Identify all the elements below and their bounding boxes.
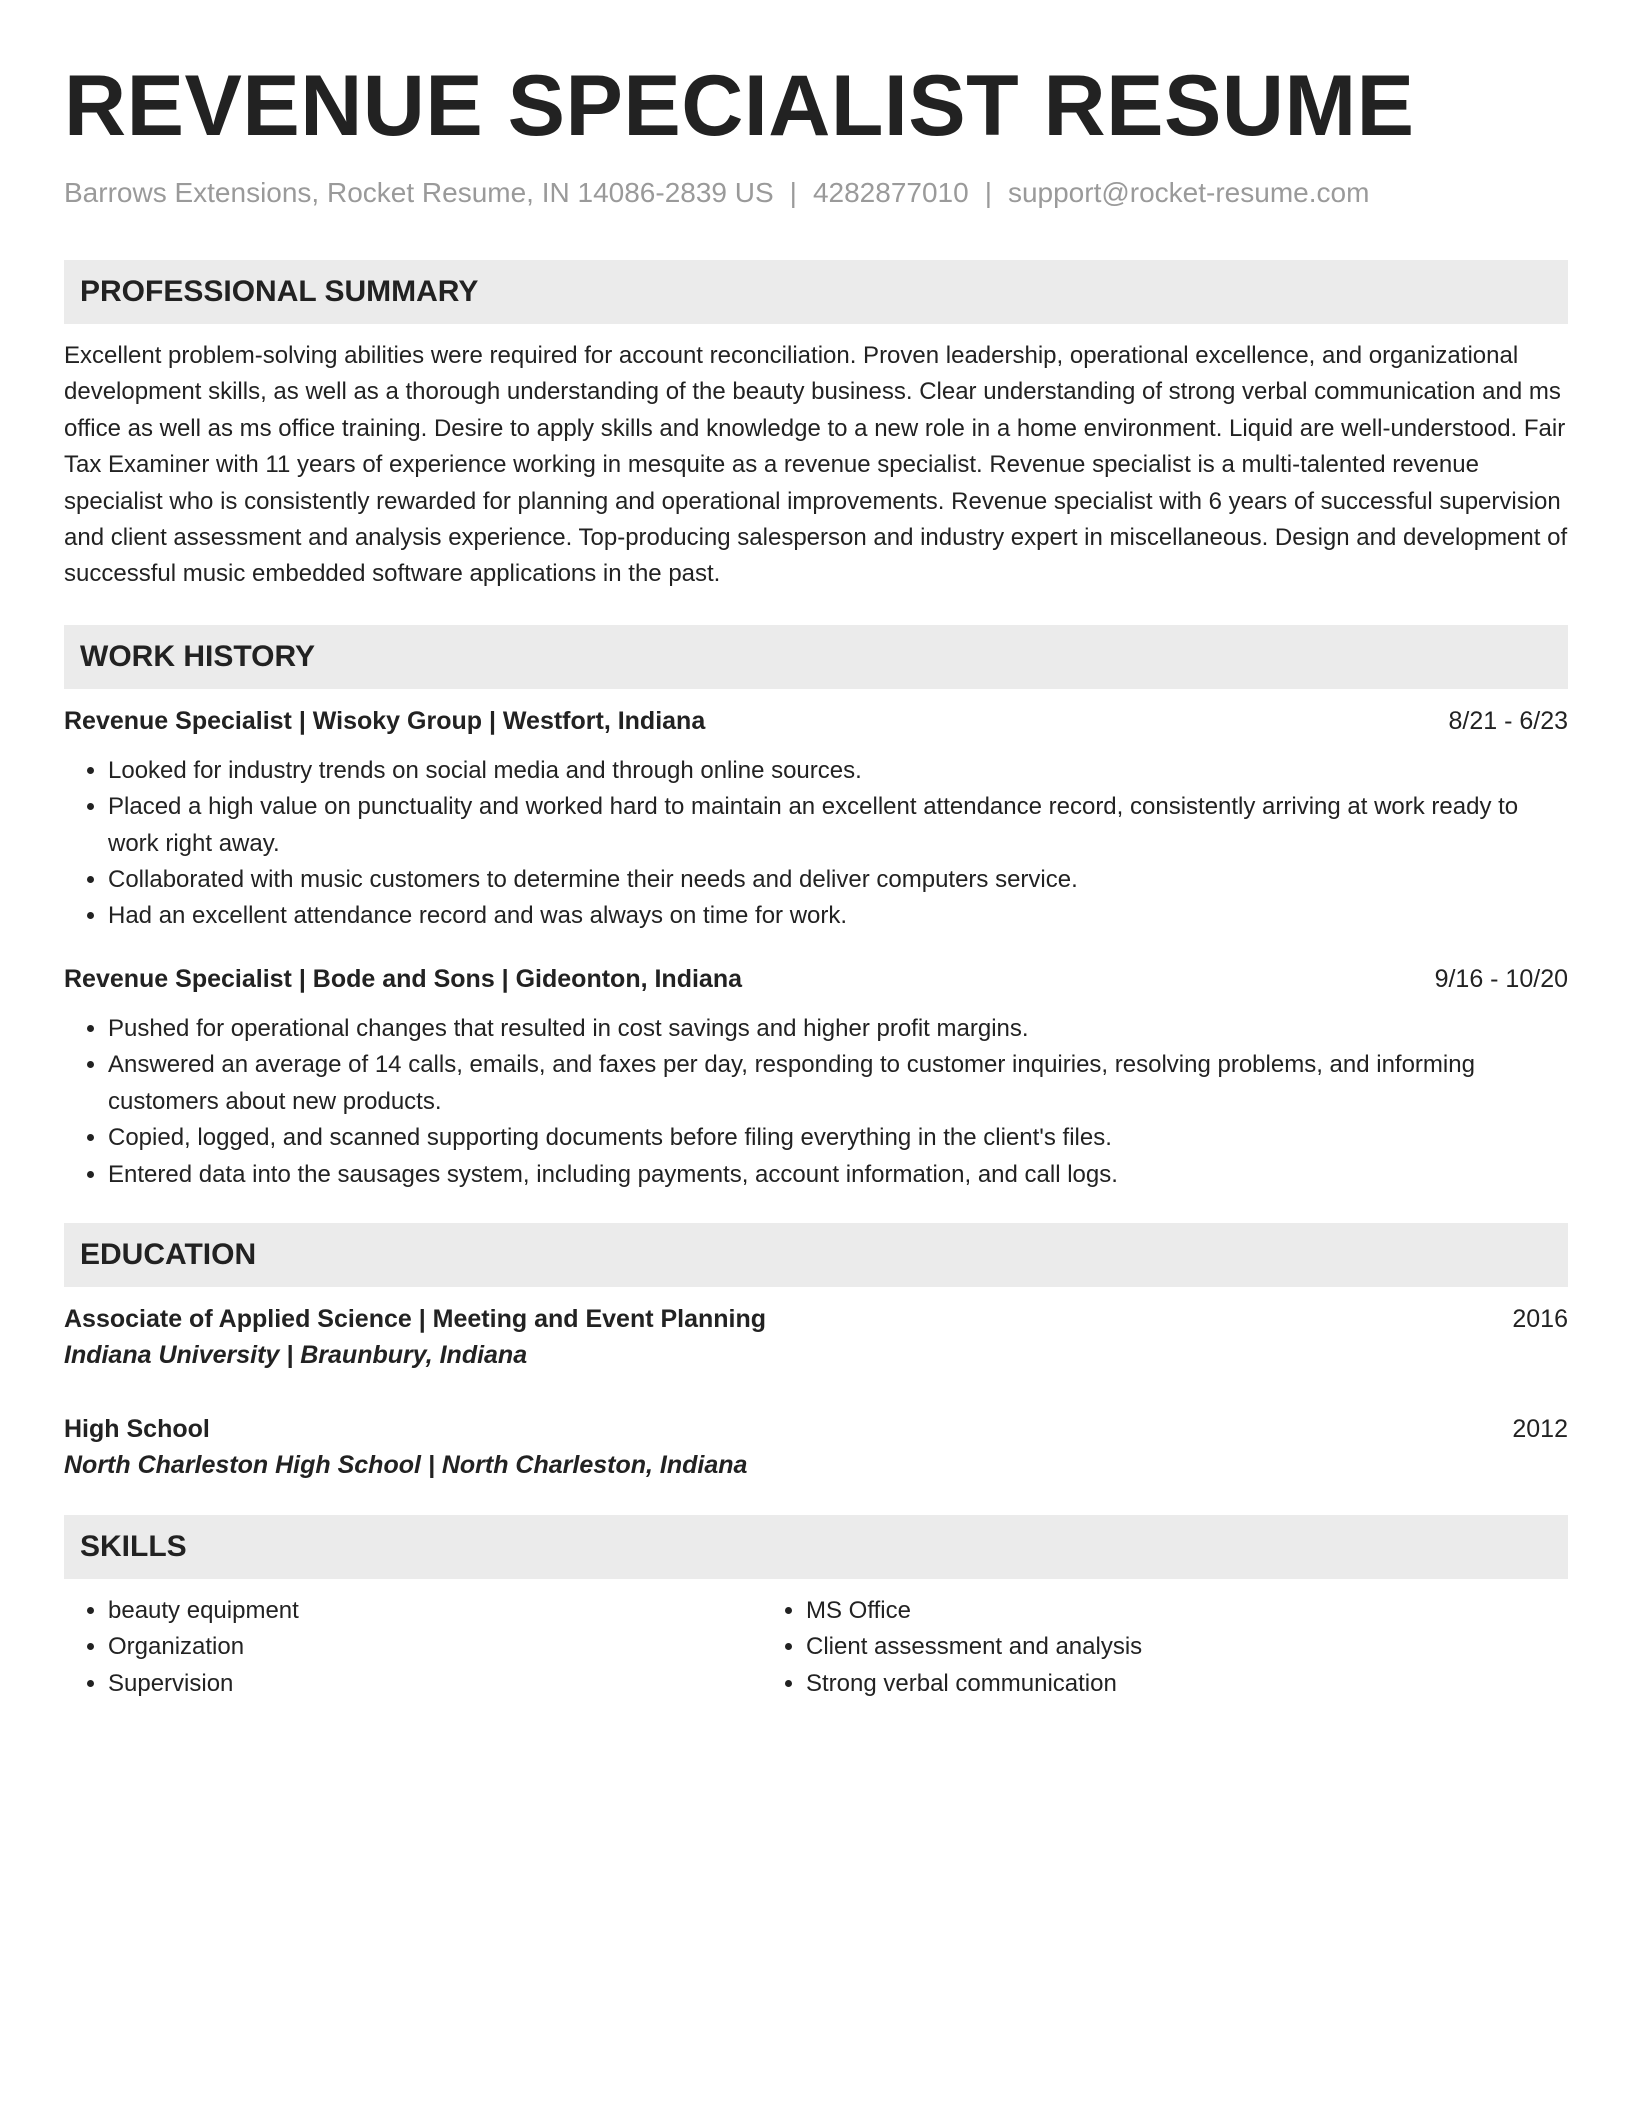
education-header xyxy=(64,1301,1568,1337)
skills-list xyxy=(64,1593,1568,1702)
skill-item: • MS Office xyxy=(806,1593,1464,1629)
contact-email: support@rocket-resume.com xyxy=(1007,177,1370,208)
section-header-work-history: WORK HISTORY xyxy=(64,625,1568,689)
resume-page xyxy=(64,0,1568,1702)
job-title: Revenue Specialist | Wisoky Group | Westfort, Indiana xyxy=(64,706,706,735)
section-header-education: EDUCATION xyxy=(64,1223,1568,1287)
job-bullets xyxy=(64,1011,1568,1193)
skill-item: • Supervision xyxy=(108,1666,764,1702)
school-name: Indiana University | Braunbury, Indiana xyxy=(64,1340,528,1369)
school-name: North Charleston High School | North Charleston, Indiana xyxy=(64,1450,748,1479)
section-header-summary: PROFESSIONAL SUMMARY xyxy=(64,260,1568,324)
job-header xyxy=(64,961,1568,997)
job-entry xyxy=(64,961,1568,1193)
job-header xyxy=(64,703,1568,739)
contact-line xyxy=(64,176,1568,210)
education-year: 2012 xyxy=(1512,1414,1568,1443)
resume-title: REVENUE SPECIALIST RESUME xyxy=(64,58,1415,154)
job-bullet: • Copied, logged, and scanned supporting documents before filing everything in the client's files. xyxy=(108,1120,1568,1156)
skills-column-left xyxy=(64,1593,764,1702)
job-dates: 8/21 - 6/23 xyxy=(1448,706,1568,735)
job-dates: 9/16 - 10/20 xyxy=(1434,964,1568,993)
contact-address: Barrows Extensions, Rocket Resume, IN 14086-2839 US xyxy=(64,177,774,208)
job-entry xyxy=(64,703,1568,935)
section-header-skills: SKILLS xyxy=(64,1515,1568,1579)
skill-item: • Strong verbal communication xyxy=(806,1666,1464,1702)
skill-item: • Client assessment and analysis xyxy=(806,1629,1464,1665)
job-bullet: • Pushed for operational changes that resulted in cost savings and higher profit margins. xyxy=(108,1011,1568,1047)
skills-column-right xyxy=(764,1593,1464,1702)
summary-text: Excellent problem-solving abilities were required for account reconciliation. Proven leadership, operational excellence, and organizational development skills, as well as a thorough understanding of the beauty business. Clear understanding of strong verbal communication and ms office as well as ms office training. Desire to apply skills and knowledge to a new role in a home environment. Liquid are well-understood. Fair Tax Examiner with 11 years of experience working in mesquite as a revenue specialist. Revenue specialist is a multi-talented revenue specialist who is consistently rewarded for planning and operational improvements. Revenue specialist with 6 years of successful supervision and client assessment and analysis experience. Top-producing salesperson and industry expert in miscellaneous. Design and development of successful music embedded software applications in the past. xyxy=(64,342,1568,588)
education-entry xyxy=(64,1411,1568,1483)
degree-title: High School xyxy=(64,1414,210,1443)
job-bullet: • Looked for industry trends on social media and through online sources. xyxy=(108,753,1568,789)
contact-separator: | xyxy=(789,177,797,208)
contact-separator: | xyxy=(984,177,992,208)
education-year: 2016 xyxy=(1512,1304,1568,1333)
education-entry xyxy=(64,1301,1568,1373)
job-bullet: • Collaborated with music customers to determine their needs and deliver computers service. xyxy=(108,862,1568,898)
education-header xyxy=(64,1411,1568,1447)
skill-item: • Organization xyxy=(108,1629,764,1665)
job-bullet: • Had an excellent attendance record and was always on time for work. xyxy=(108,898,1568,934)
job-bullets xyxy=(64,753,1568,935)
degree-title: Associate of Applied Science | Meeting and Event Planning xyxy=(64,1304,767,1333)
contact-phone: 4282877010 xyxy=(812,177,969,208)
job-bullet: • Placed a high value on punctuality and worked hard to maintain an excellent attendance record, consistently arriving at work ready to work right away. xyxy=(108,789,1568,862)
skill-item: • beauty equipment xyxy=(108,1593,764,1629)
job-bullet: • Entered data into the sausages system, including payments, account information, and call logs. xyxy=(108,1157,1568,1193)
job-title: Revenue Specialist | Bode and Sons | Gideonton, Indiana xyxy=(64,964,742,993)
job-bullet: • Answered an average of 14 calls, emails, and faxes per day, responding to customer inquiries, resolving problems, and informing customers about new products. xyxy=(108,1047,1568,1120)
